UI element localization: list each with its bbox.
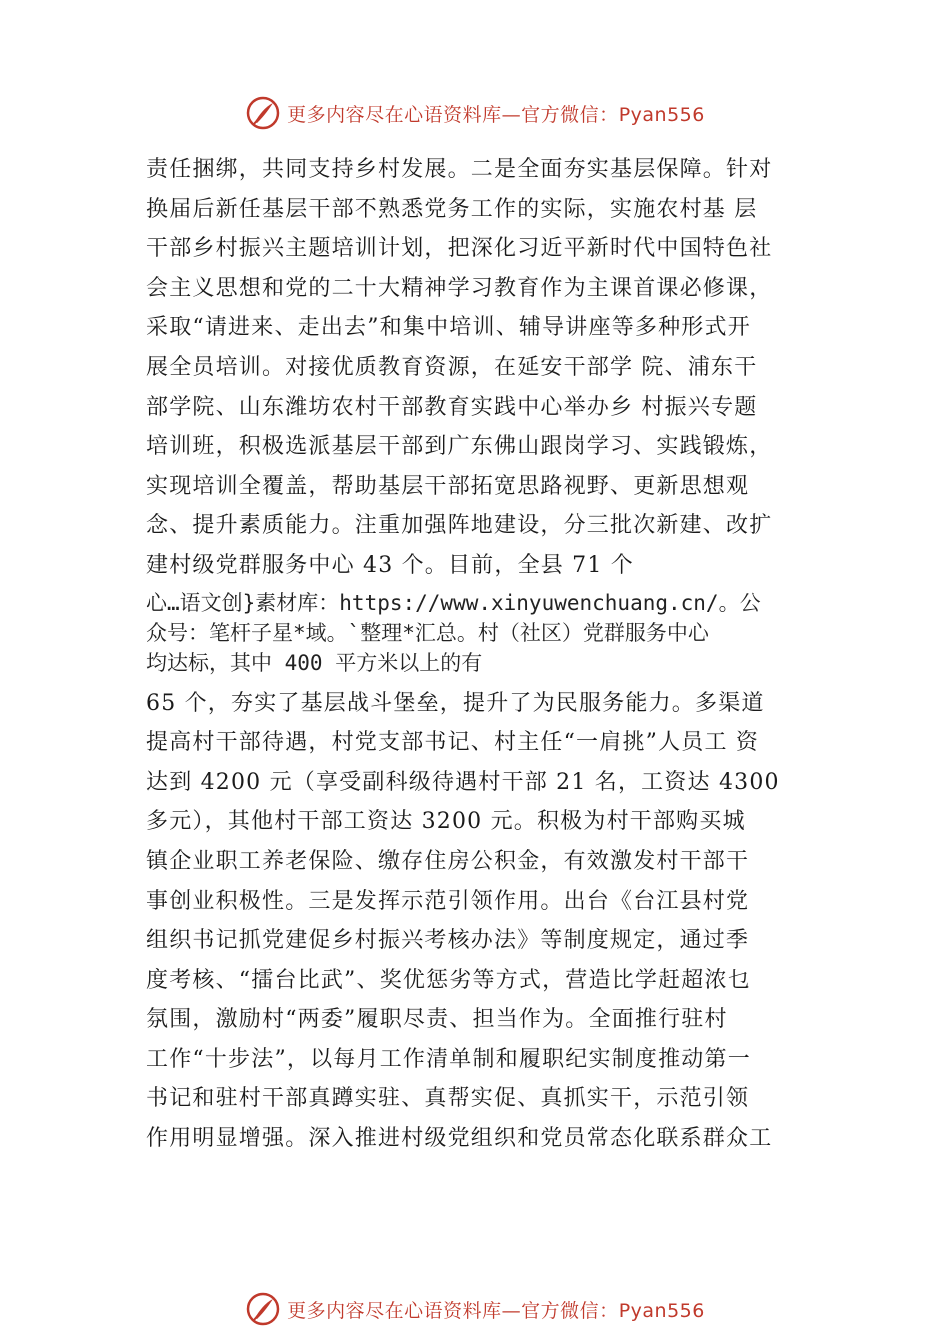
text-line: 实现培训全覆盖，帮助基层干部拓宽思路视野、更新思想观 bbox=[146, 473, 750, 499]
text-line: 达到 4200 元（享受副科级待遇村干部 21 名，工资达 4300 bbox=[146, 769, 780, 795]
banner-official-label: 官方微信： bbox=[521, 103, 619, 126]
text-line: 采取“请进来、走出去”和集中培训、辅导讲座等多种形式开 bbox=[146, 315, 751, 341]
text-line: 会主义思想和党的二十大精神学习教育作为主课首课必修课， bbox=[146, 275, 773, 301]
text-line: 干部乡村振兴主题培训计划，把深化习近平新时代中国特色社 bbox=[146, 236, 773, 262]
text-line: 心…语文创}素材库：https://www.xinyuwenchuang.cn/。公 bbox=[146, 590, 761, 615]
text-line: 众号：笔杆子星*域。`整理*汇总。村（社区）党群服务中心 bbox=[146, 620, 709, 645]
text-line: 念、提升素质能力。注重加强阵地建设，分三批次新建、改扩 bbox=[146, 513, 773, 539]
text-line: 展全员培训。对接优质教育资源，在延安干部学 院、浦东干 bbox=[146, 354, 758, 380]
quill-logo-icon bbox=[245, 95, 281, 131]
banner-official-label: 官方微信： bbox=[521, 1299, 619, 1322]
banner-main-text: 更多内容尽在心语资料库 bbox=[287, 1299, 502, 1322]
document-body bbox=[146, 150, 846, 1159]
header-banner bbox=[0, 93, 950, 133]
banner-wechat-id: Pyan556 bbox=[618, 1299, 705, 1322]
text-line: 多元），其他村干部工资达 3200 元。积极为村干部购买城 bbox=[146, 809, 746, 835]
banner-separator: — bbox=[501, 103, 522, 126]
paragraph-part1 bbox=[146, 150, 846, 586]
text-line: 氛围，激励村“两委”履职尽责、担当作为。全面推行驻村 bbox=[146, 1007, 728, 1033]
text-line: 均达标，其中 400 平方米以上的有 bbox=[146, 650, 483, 675]
text-line: 工作“十步法”，以每月工作清单制和履职纪实制度推动第一 bbox=[146, 1046, 751, 1072]
text-line: 培训班，积极选派基层干部到广东佛山跟岗学习、实践锻炼， bbox=[146, 434, 773, 460]
text-line: 责任捆绑，共同支持乡村发展。二是全面夯实基层保障。针对 bbox=[146, 157, 773, 182]
text-line: 事创业积极性。三是发挥示范引领作用。出台《台江县村党 bbox=[146, 888, 750, 914]
banner-wechat-id: Pyan556 bbox=[618, 103, 705, 126]
banner-text bbox=[287, 100, 705, 127]
text-line: 提高村干部待遇，村党支部书记、村主任“一肩挑”人员工 资 bbox=[146, 730, 760, 756]
text-line: 组织书记抓党建促乡村振兴考核办法》等制度规定，通过季 bbox=[146, 928, 750, 954]
watermark-block bbox=[146, 588, 846, 678]
text-line: 65 个，夯实了基层战斗堡垒，提升了为民服务能力。多渠道 bbox=[146, 690, 765, 716]
text-line: 度考核、“擂台比武”、奖优惩劣等方式，营造比学赶超浓乜 bbox=[146, 967, 751, 993]
banner-text bbox=[287, 1296, 705, 1323]
text-line: 镇企业职工养老保险、缴存住房公积金，有效激发村干部干 bbox=[146, 848, 750, 874]
footer-banner bbox=[0, 1289, 950, 1329]
banner-main-text: 更多内容尽在心语资料库 bbox=[287, 103, 502, 126]
paragraph-part2 bbox=[146, 684, 846, 1159]
quill-logo-icon bbox=[245, 1291, 281, 1327]
text-line: 换届后新任基层干部不熟悉党务工作的实际，实施农村基 层 bbox=[146, 196, 758, 222]
text-line: 书记和驻村干部真蹲实驻、真帮实促、真抓实干，示范引领 bbox=[146, 1086, 750, 1112]
text-line: 作用明显增强。深入推进村级党组织和党员常态化联系群众工 bbox=[146, 1126, 773, 1152]
text-line: 建村级党群服务中心 43 个。目前，全县 71 个 bbox=[146, 552, 634, 578]
banner-separator: — bbox=[501, 1299, 522, 1322]
text-line: 部学院、山东潍坊农村干部教育实践中心举办乡 村振兴专题 bbox=[146, 394, 758, 420]
